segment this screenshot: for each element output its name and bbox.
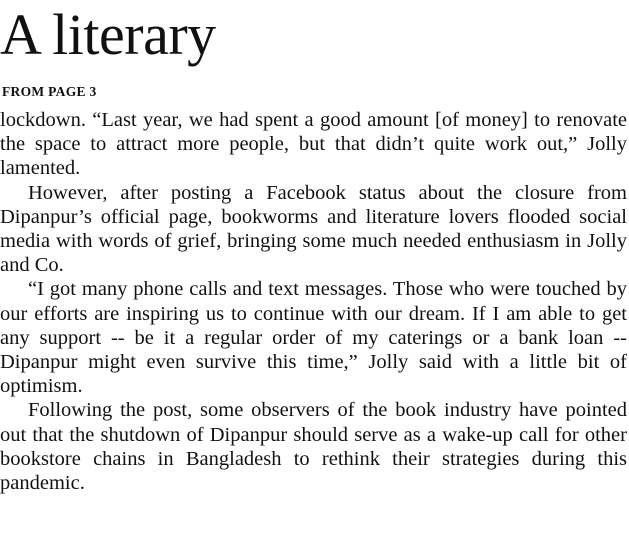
paragraph-2: However, after posting a Facebook status about the closure from Dipanpur’s official page, bookworms and literature lovers flooded social media with words of grief, bringing some much needed enthusiasm in Jolly and Co.	[0, 181, 627, 277]
article-headline: A literary	[0, 2, 216, 67]
paragraph-4: Following the post, some observers of the book industry have pointed out that the shutdown of Dipanpur should serve as a wake-up call for other bookstore chains in Bangladesh to rethink their strategies during this pandemic.	[0, 399, 627, 495]
article-body	[0, 108, 627, 495]
paragraph-3: “I got many phone calls and text messages. Those who were touched by our efforts are inspiring us to continue with our dream. If I am able to get any support -- be it a regular order of my caterings or a bank loan -- Dipanpur might even survive this time,” Jolly said with a little bit of optimism.	[0, 278, 627, 398]
jump-label: FROM PAGE 3	[2, 84, 97, 99]
paragraph-1: lockdown. “Last year, we had spent a good amount [of money] to renovate the space to attract more people, but that didn’t quite work out,” Jolly lamented.	[0, 109, 627, 180]
